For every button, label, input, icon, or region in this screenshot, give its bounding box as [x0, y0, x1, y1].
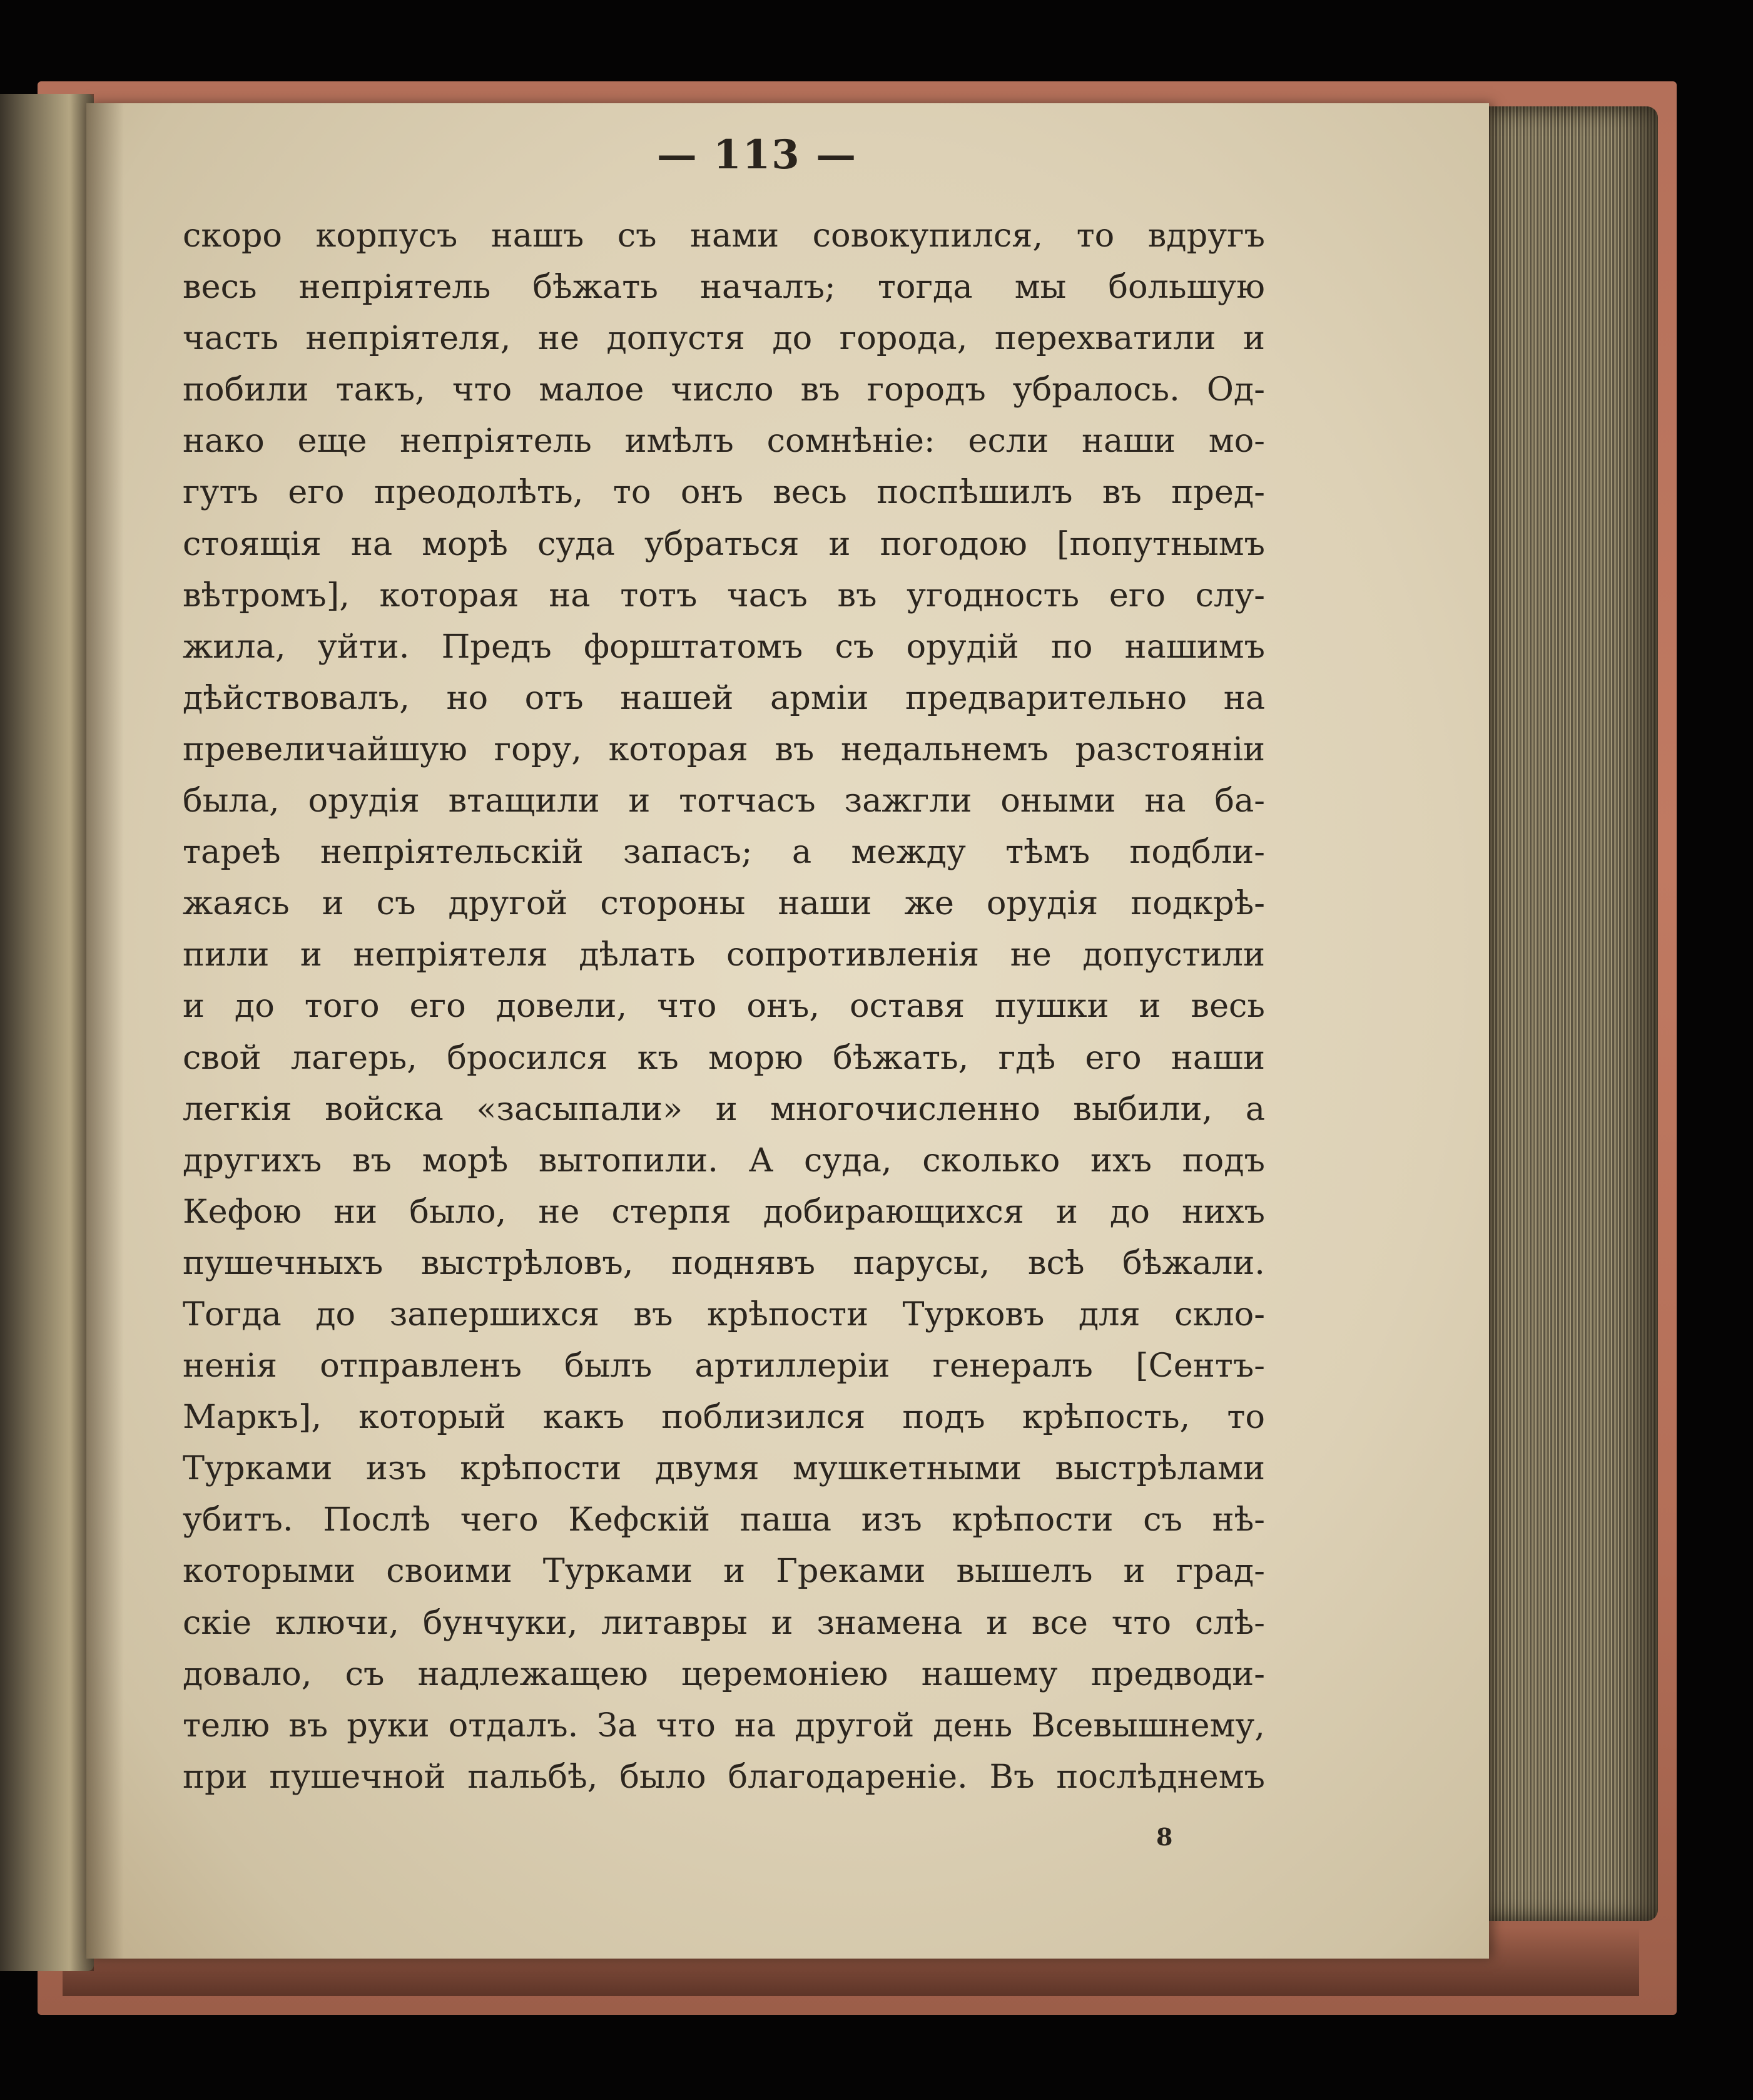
text-line: другихъ въ морѣ вытопили. А суда, сколько ихъ подъ [183, 1141, 1265, 1180]
text-line: пушечныхъ выстрѣловъ, поднявъ парусы, всѣ бѣжали. [183, 1243, 1265, 1282]
text-line: превеличайшую гору, которая въ недальнемъ разстояніи [183, 730, 1265, 768]
text-line: свой лагерь, бросился къ морю бѣжать, гдѣ его наши [183, 1038, 1265, 1077]
text-line: убитъ. Послѣ чего Кефскій паша изъ крѣпости съ нѣ- [183, 1501, 1265, 1539]
text-line: жила, уйти. Предъ форштатомъ съ орудій по нашимъ [183, 627, 1265, 666]
text-line: пили и непріятеля дѣлать сопротивленія не допустили [183, 935, 1265, 974]
text-line: жаясь и съ другой стороны наши же орудія подкрѣ- [183, 884, 1265, 923]
page-gutter-shadow [86, 103, 124, 1959]
text-line: ненія отправленъ былъ артиллеріи генералъ [Сентъ- [183, 1347, 1265, 1385]
text-line: нако еще непріятель имѣлъ сомнѣніе: если наши мо- [183, 422, 1265, 461]
text-line: вѣтромъ], которая на тотъ часъ въ угодность его слу- [183, 576, 1265, 614]
text-line: которыми своими Турками и Греками вышелъ и град- [183, 1552, 1265, 1591]
page-block-fore-edge [1476, 106, 1658, 1921]
page-number: — 113 — [656, 131, 858, 178]
text-line: дѣйствовалъ, но отъ нашей арміи предварительно на [183, 678, 1265, 717]
page-body-text [183, 210, 1265, 1803]
text-line: Маркъ], который какъ поблизился подъ крѣпость, то [183, 1398, 1265, 1437]
text-line: скіе ключи, бунчуки, литавры и знамена и все что слѣ- [183, 1603, 1265, 1642]
text-line: Турками изъ крѣпости двумя мушкетными выстрѣлами [183, 1449, 1265, 1488]
text-line: была, орудія втащили и тотчасъ зажгли оными на ба- [183, 782, 1265, 820]
text-line: скоро корпусъ нашъ съ нами совокупился, то вдругъ [183, 217, 1265, 255]
text-line: стоящія на морѣ суда убраться и погодою [попутнымъ [183, 524, 1265, 563]
text-line: побили такъ, что малое число въ городъ убралось. Од- [183, 370, 1265, 409]
text-line: тареѣ непріятельскій запасъ; а между тѣмъ подбли- [183, 833, 1265, 872]
text-line: часть непріятеля, не допустя до города, перехватили и [183, 319, 1265, 358]
text-line: довало, съ надлежащею церемоніею нашему предводи- [183, 1654, 1265, 1693]
text-line: Тогда до запершихся въ крѣпости Турковъ для скло- [183, 1295, 1265, 1333]
text-line: легкія войска «засыпали» и многочисленно выбили, а [183, 1089, 1265, 1128]
printer-signature-mark: 8 [1156, 1823, 1173, 1851]
text-line: Кефою ни было, не стерпя добирающихся и до нихъ [183, 1192, 1265, 1231]
text-line: и до того его довели, что онъ, оставя пушки и весь [183, 987, 1265, 1026]
text-line: весь непріятель бѣжать началъ; тогда мы большую [183, 268, 1265, 307]
text-line: телю въ руки отдалъ. За что на другой день Всевышнему, [183, 1706, 1265, 1745]
text-line: при пушечной пальбѣ, было благодареніе. Въ послѣднемъ [183, 1757, 1265, 1796]
text-line: гутъ его преодолѣть, то онъ весь поспѣшилъ въ пред- [183, 473, 1265, 512]
